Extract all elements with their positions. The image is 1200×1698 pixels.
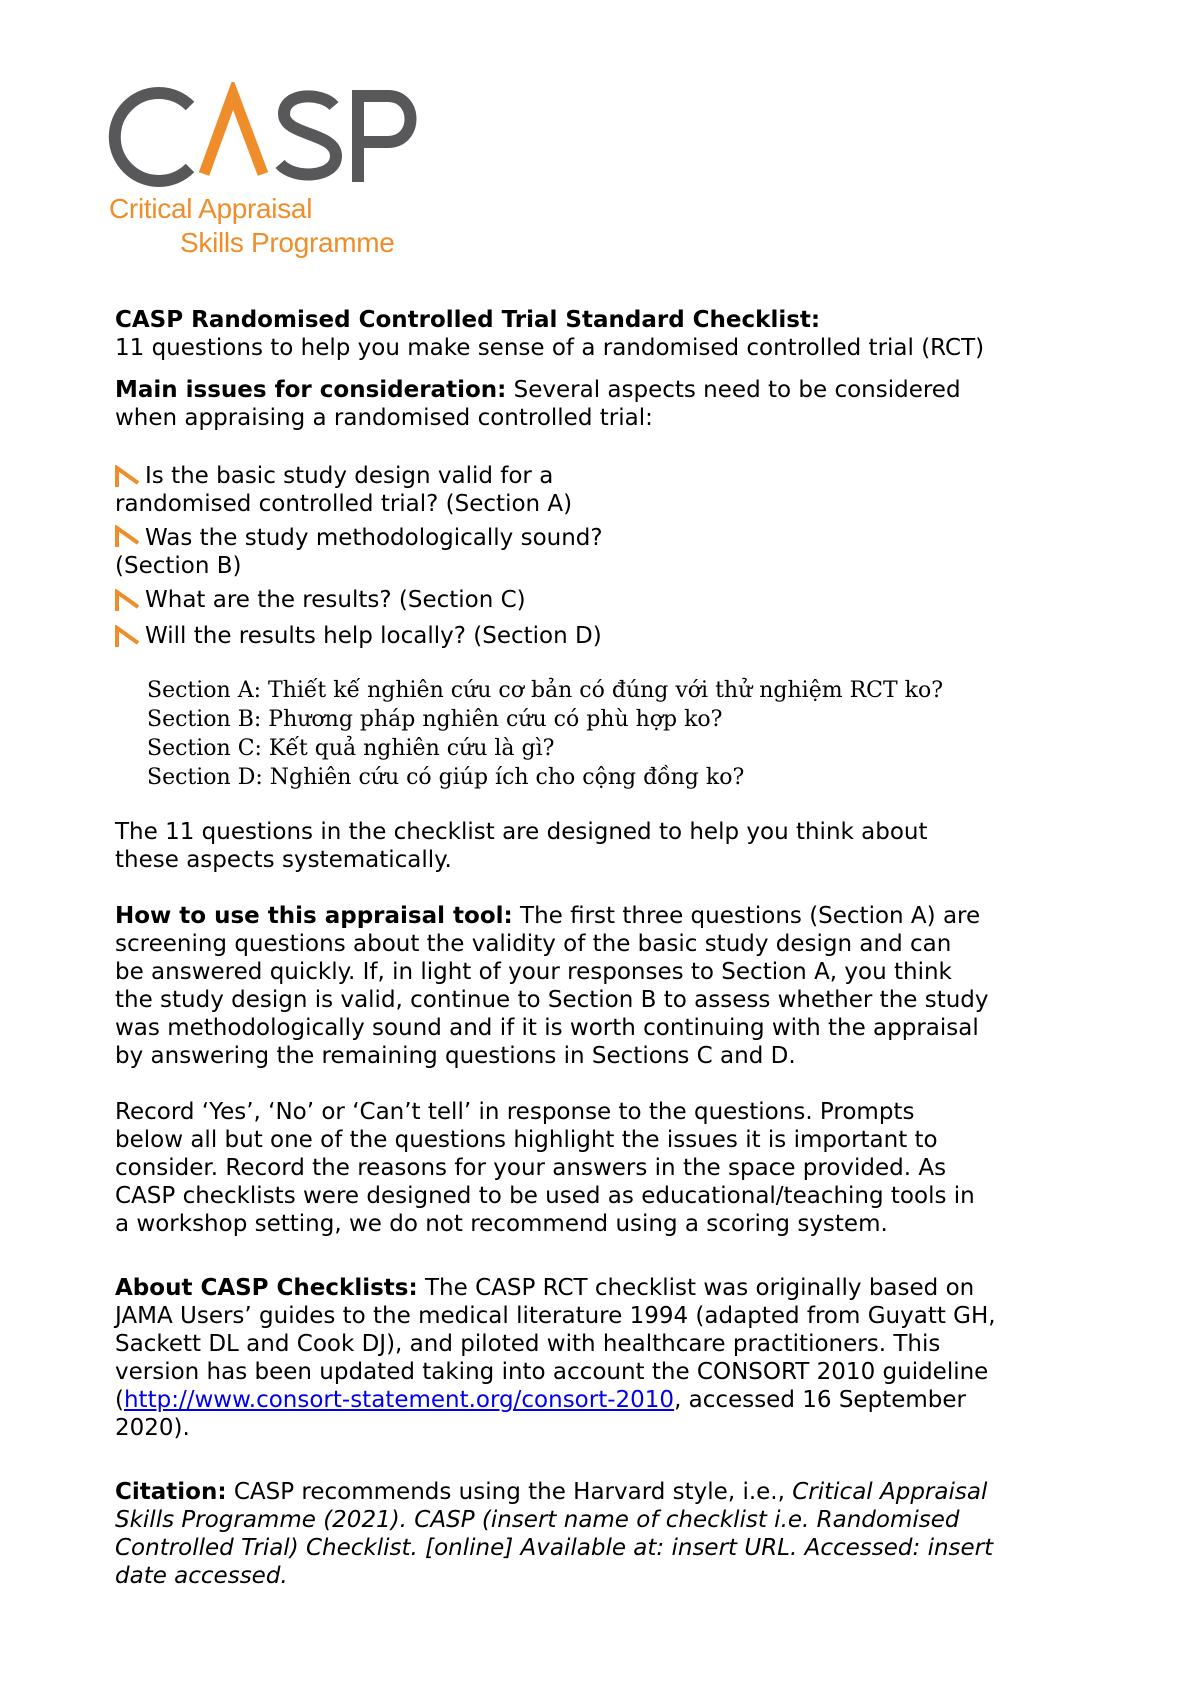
citation-italic1: Critical Appraisal [792,1479,988,1505]
record-paragraph [115,1098,1075,1238]
page-subtitle: 11 questions to help you make sense of a randomised controlled trial (RCT) [115,335,985,361]
citation-label: Citation: [115,1479,227,1505]
orange-flag-icon [114,525,140,547]
about-line2: JAMA Users’ guides to the medical literature 1994 (adapted from Guyatt GH, [115,1303,996,1329]
note-line: Section D: Nghiên cứu có giúp ích cho cộng đồng ko? [147,765,745,790]
about-line4: version has been updated taking into account the CONSORT 2010 guideline [115,1359,989,1385]
intro-line1: The 11 questions in the checklist are designed to help you think about [115,819,928,845]
casp-wordmark-icon [108,82,428,192]
bullet-text-cont: randomised controlled trial? (Section A) [115,491,573,517]
orange-flag-icon [114,589,140,611]
vietnamese-notes [115,676,1075,792]
citation-italic3: Controlled Trial) Checklist. [online] Available at: insert URL. Accessed: insert [115,1535,994,1561]
tagline-line1: Critical Appraisal [109,193,313,224]
document-body [115,306,1075,1590]
bullet-text: Will the results help locally? (Section D) [145,623,602,649]
record-line4: CASP checklists were designed to be used as educational/teaching tools in [115,1183,975,1209]
about-paragraph [115,1274,1075,1442]
record-line5: a workshop setting, we do not recommend using a scoring system. [115,1211,888,1237]
citation-paragraph [115,1478,1075,1590]
bullet-item [115,522,1075,552]
bullet-text-cont: (Section B) [115,553,242,579]
bullet-text: What are the results? (Section C) [145,587,526,613]
page-title: CASP Randomised Controlled Trial Standard Checklist: [115,307,821,333]
bullet-item [115,622,1075,650]
citation-plain: CASP recommends using the Harvard style, i.e., [226,1479,793,1505]
main-issues-paragraph [115,376,1075,432]
orange-flag-icon [114,465,140,487]
orange-flag-icon [114,625,140,647]
main-issues-text2: when appraising a randomised controlled trial: [115,405,653,431]
casp-tagline [109,192,395,260]
note-line: Section C: Kết quả nghiên cứu là gì? [147,736,555,761]
record-line2: below all but one of the questions highlight the issues it is important to [115,1127,938,1153]
record-line1: Record ‘Yes’, ‘No’ or ‘Can’t tell’ in response to the questions. Prompts [115,1099,915,1125]
how-to-line5: was methodologically sound and if it is worth continuing with the appraisal [115,1015,979,1041]
note-line: Section A: Thiết kế nghiên cứu cơ bản có đúng với thử nghiệm RCT ko? [147,678,944,703]
about-after-link: , accessed 16 September [674,1387,966,1413]
citation-italic4: date accessed. [115,1563,288,1589]
bullet-text: Was the study methodologically sound? [145,525,603,551]
main-issues-text1: Several aspects need to be considered [506,377,961,403]
how-to-line2: screening questions about the validity of the basic study design and can [115,931,952,957]
about-line6: 2020). [115,1415,190,1441]
note-line: Section B: Phương pháp nghiên cứu có phù hợp ko? [147,707,723,732]
intro-line2: these aspects systematically. [115,847,452,873]
how-to-line6: by answering the remaining questions in Sections C and D. [115,1043,796,1069]
bullet-item [115,586,1075,614]
bullet-list [115,462,1075,650]
about-line1: The CASP RCT checklist was originally based on [417,1275,975,1301]
how-to-paragraph [115,902,1075,1070]
about-line3: Sackett DL and Cook DJ), and piloted with healthcare practitioners. This [115,1331,941,1357]
tagline-line2: Skills Programme [180,227,395,258]
how-to-label: How to use this appraisal tool: [115,903,513,929]
main-issues-label: Main issues for consideration: [115,377,507,403]
bullet-text: Is the basic study design valid for a [145,463,554,489]
consort-link[interactable]: http://www.consort-statement.org/consort-2010 [123,1387,675,1413]
how-to-line4: the study design is valid, continue to Section B to assess whether the study [115,987,989,1013]
citation-italic2: Skills Programme (2021). CASP (insert name of checklist i.e. Randomised [115,1507,960,1533]
about-label: About CASP Checklists: [115,1275,418,1301]
about-open-paren: ( [115,1387,124,1413]
bullet-item [115,462,1075,490]
how-to-line3: be answered quickly. If, in light of your responses to Section A, you think [115,959,952,985]
how-to-line1: The first three questions (Section A) are [512,903,981,929]
record-line3: consider. Record the reasons for your answers in the space provided. As [115,1155,947,1181]
intro-paragraph [115,818,1075,874]
